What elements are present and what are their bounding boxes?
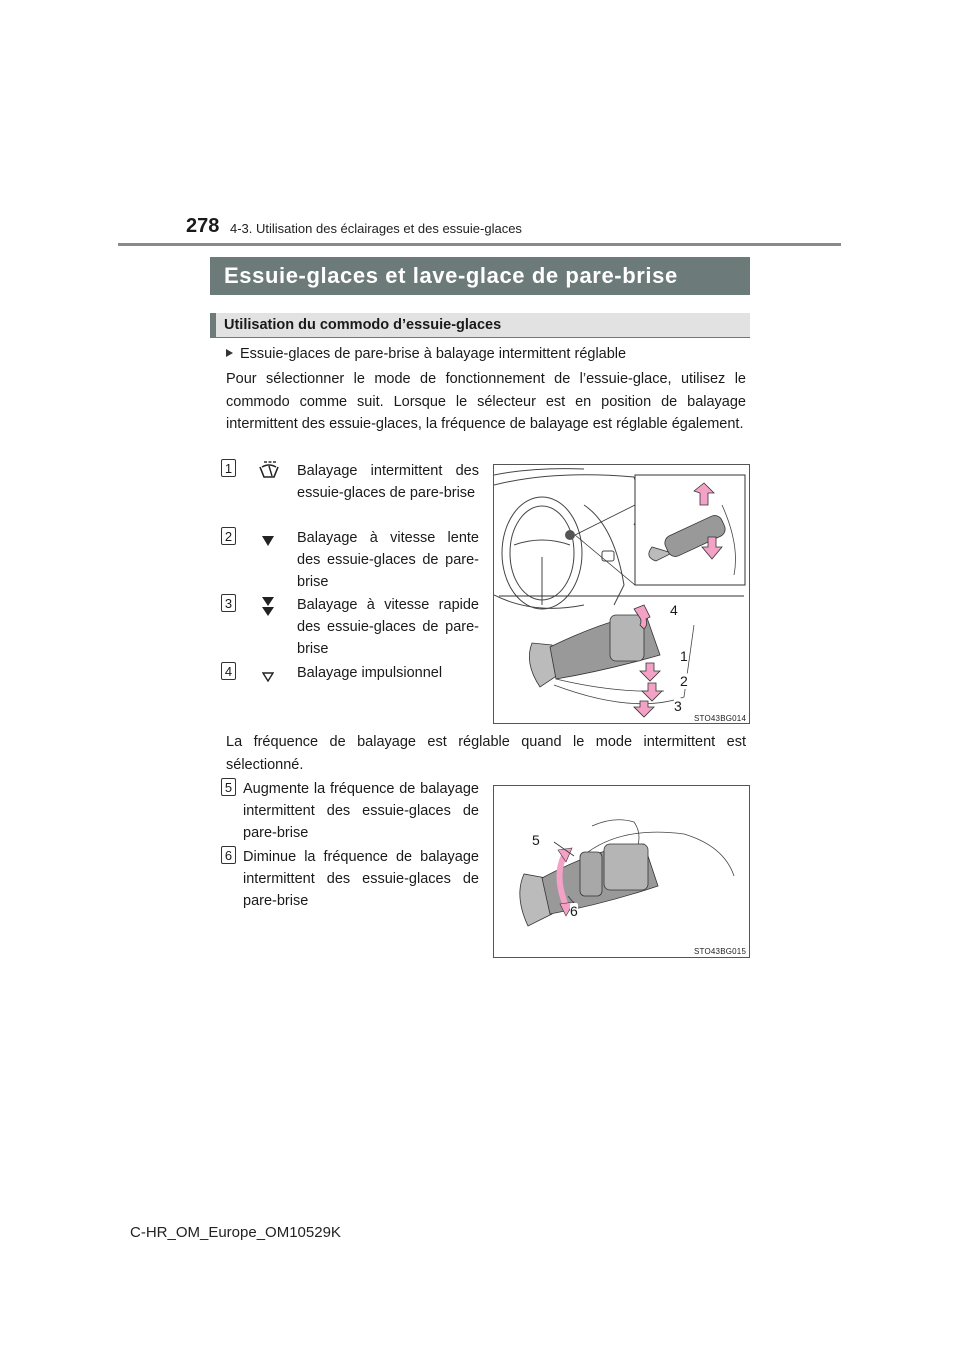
item-text-4: Balayage impulsionnel	[297, 665, 443, 681]
item-number-6: 6	[221, 846, 236, 864]
callout-5: 5	[532, 832, 540, 848]
low-speed-wipe-icon	[262, 533, 274, 551]
mist-wipe-icon	[262, 669, 274, 687]
figure-code-2: STO43BG015	[694, 947, 747, 956]
callout-4: 4	[670, 602, 678, 618]
subheading-bar	[210, 313, 750, 338]
section-reference: 4-3. Utilisation des éclairages et des essuie-glaces	[230, 221, 522, 236]
page-number: 278	[186, 215, 220, 237]
callout-1: 1	[680, 648, 688, 664]
page-title: Essuie-glaces et lave-glace de pare-brise	[224, 263, 678, 288]
item-number-5: 5	[221, 778, 236, 796]
footer-document-id: C-HR_OM_Europe_OM10529K	[130, 1224, 341, 1241]
frequency-adjust-figure	[493, 785, 750, 958]
item-text-2: Balayage à vitesse lente des essuie-glaces de pare-brise	[297, 530, 479, 590]
wiper-lever-figure	[493, 464, 750, 724]
frequency-note: La fréquence de balayage est réglable quand le mode intermittent est sélectionné.	[226, 734, 746, 773]
item-text-5: Augmente la fréquence de balayage intermittent des essuie-glaces de pare-brise	[243, 781, 479, 841]
item-number-2: 2	[221, 527, 236, 545]
high-speed-wipe-icon	[262, 597, 274, 622]
bullet-triangle-icon	[226, 349, 233, 357]
title-banner	[210, 257, 750, 295]
callout-2: 2	[680, 673, 688, 689]
figure-code-1: STO43BG014	[694, 714, 747, 723]
intermittent-wipe-icon	[258, 460, 280, 485]
item-number-1: 1	[221, 459, 236, 477]
item-text-1: Balayage intermittent des essuie-glaces de pare-brise	[297, 463, 479, 501]
item-text-3: Balayage à vitesse rapide des essuie-glaces de pare-brise	[297, 597, 479, 657]
intro-paragraph: Pour sélectionner le mode de fonctionnement de l’essuie-glace, utilisez le commodo comme suit. Lorsque le sélecteur est en position de balayage intermittent des essuie-glaces, la fréquence de balayage est réglable également.	[226, 371, 746, 432]
callout-3: 3	[674, 698, 682, 714]
header-rule	[118, 243, 841, 246]
subheading: Utilisation du commodo d’essuie-glaces	[224, 317, 502, 333]
bullet-item	[226, 346, 626, 362]
callout-6: 6	[570, 903, 578, 919]
item-number-4: 4	[221, 662, 236, 680]
item-text-6: Diminue la fréquence de balayage intermittent des essuie-glaces de pare-brise	[243, 849, 479, 909]
item-number-3: 3	[221, 594, 236, 612]
bullet-text: Essuie-glaces de pare-brise à balayage intermittent réglable	[240, 346, 627, 362]
